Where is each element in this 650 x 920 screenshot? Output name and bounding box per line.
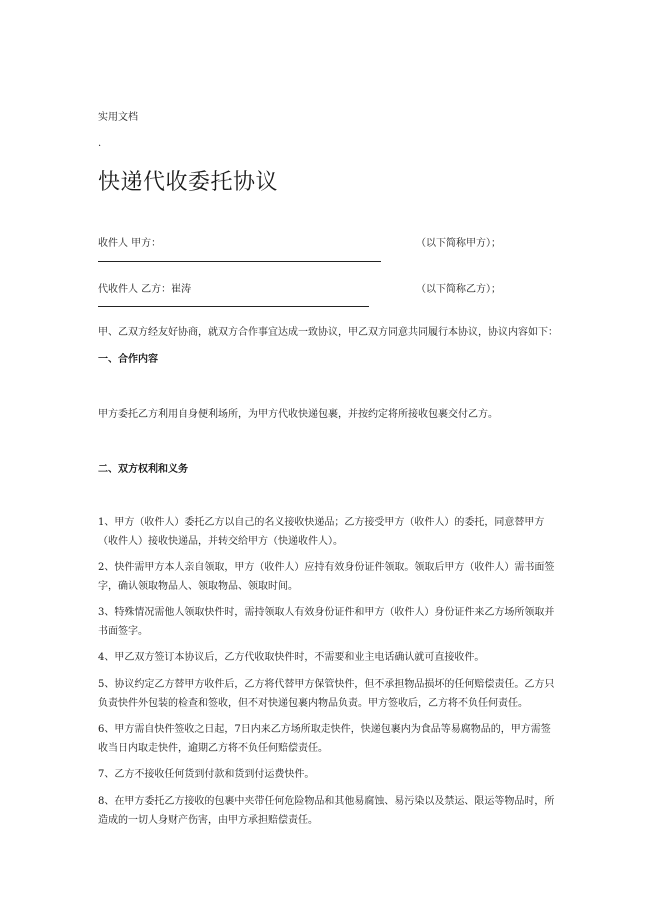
party-a-underline bbox=[98, 261, 381, 262]
clause-6: 6、甲方需自快件签收之日起，7日内来乙方场所取走快件，快递包裹内为食品等易腐物品的，甲方需签收当日内取走快件，逾期乙方将不负任何赔偿责任。 bbox=[98, 724, 551, 754]
party-a-label: 收件人 甲方： bbox=[98, 238, 162, 249]
party-b-underline bbox=[98, 306, 369, 307]
clause-3: 3、特殊情况需他人领取快件时，需持领取人有效身份证件和甲方（收件人）身份证件来乙方场所领取并书面签字。 bbox=[98, 607, 555, 637]
section-1-text: 甲方委托乙方利用自身便利场所，为甲方代收快递包裹，并按约定将所接收包裹交付乙方。 bbox=[98, 409, 498, 420]
header-dot: . bbox=[98, 138, 102, 149]
party-a-note: （以下简称甲方）； bbox=[416, 238, 501, 249]
clause-7: 7、乙方不接收任何货到付款和货到付运费快件。 bbox=[98, 769, 315, 780]
intro-text: 甲、乙双方经友好协商，就双方合作事宜达成一致协议，甲乙双方同意共同履行本协议，协议内容如下： bbox=[98, 327, 558, 338]
clause-5: 5、协议约定乙方替甲方收件后，乙方将代替甲方保管快件，但不承担物品损坏的任何赔偿责任。乙方只负责快件外包装的检查和签收，但不对快递包裹内物品负责。甲方签收后，乙方将不负任何责任。 bbox=[98, 679, 555, 709]
document-title: 快递代收委托协议 bbox=[98, 170, 279, 195]
clause-8: 8、在甲方委托乙方接收的包裹中夹带任何危险物品和其他易腐蚀、易污染以及禁运、限运等物品时，所造成的一切人身财产伤害，由甲方承担赔偿责任。 bbox=[98, 796, 555, 826]
clause-2: 2、快件需甲方本人亲自领取，甲方（收件人）应持有效身份证件领取。领取后甲方（收件人）需书面签字，确认领取物品人、领取物品、领取时间。 bbox=[98, 562, 555, 592]
clause-4: 4、甲乙双方签订本协议后，乙方代收取快件时，不需要和业主电话确认就可直接收件。 bbox=[98, 652, 485, 663]
header-label: 实用文档 bbox=[98, 112, 138, 123]
party-b-note: （以下简称乙方）； bbox=[416, 284, 501, 295]
section-1-heading: 一、合作内容 bbox=[98, 354, 158, 365]
clause-1: 1、甲方（收件人）委托乙方以自己的名义接收快递品；乙方接受甲方（收件人）的委托，同意替甲方（收件人）接收快递品，并转交给甲方（快递收件人）。 bbox=[98, 517, 545, 547]
section-2-heading: 二、双方权利和义务 bbox=[98, 464, 188, 475]
party-b-label: 代收件人 乙方：崔涛 bbox=[98, 284, 192, 295]
